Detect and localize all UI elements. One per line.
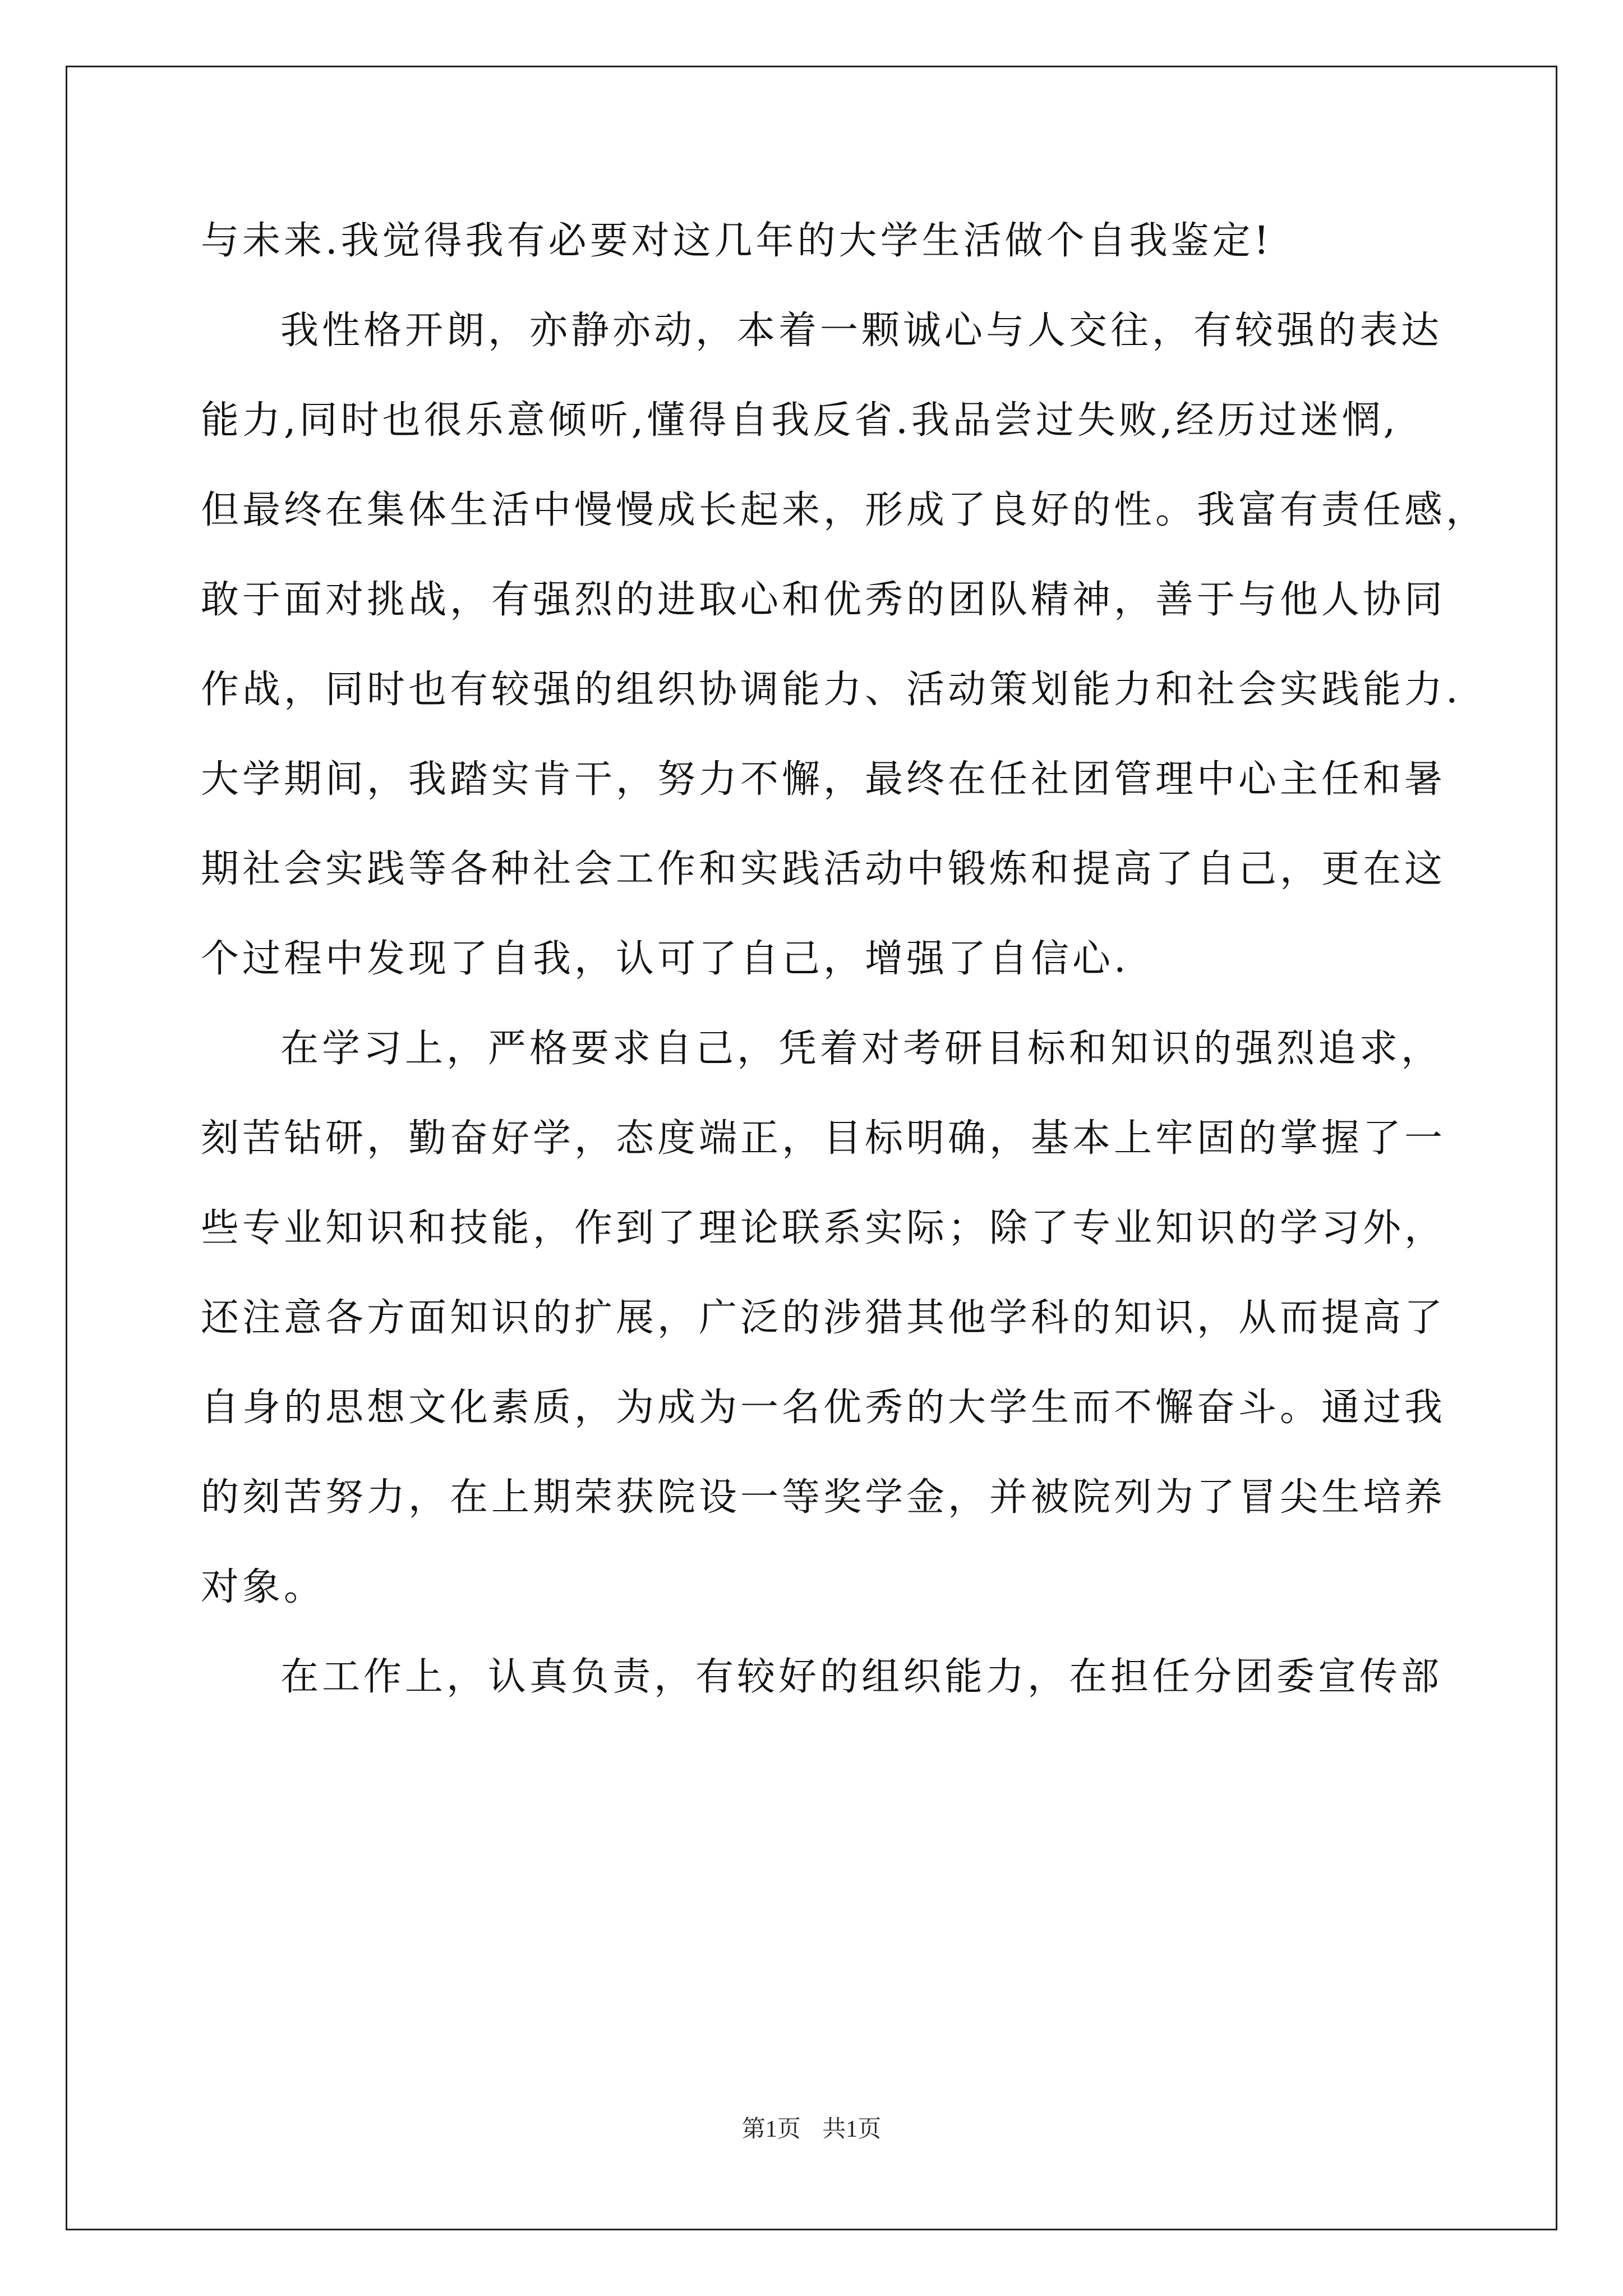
page-number-current: 第1页 xyxy=(741,2116,801,2142)
paragraph-line: 的刻苦努力，在上期荣获院设一等奖学金，并被院列为了冒尖生培养 xyxy=(201,1475,1446,1520)
paragraph-line: 个过程中发现了自我，认可了自己，增强了自信心. xyxy=(201,937,1129,981)
paragraph-line: 能力,同时也很乐意倾听,懂得自我反省.我品尝过失败,经历过迷惘, xyxy=(201,398,1399,443)
paragraph-line: 作战，同时也有较强的组织协调能力、活动策划能力和社会实践能力. xyxy=(201,668,1461,712)
paragraph-line: 我性格开朗，亦静亦动，本着一颗诚心与人交往，有较强的表达 xyxy=(280,309,1443,353)
paragraph-line: 对象。 xyxy=(201,1565,326,1609)
paragraph-line: 但最终在集体生活中慢慢成长起来，形成了良好的性。我富有责任感， xyxy=(201,488,1488,532)
paragraph-line: 刻苦钻研，勤奋好学，态度端正，目标明确，基本上牢固的掌握了一 xyxy=(201,1116,1446,1161)
paragraph-line: 在学习上，严格要求自己，凭着对考研目标和知识的强烈追求， xyxy=(280,1027,1443,1071)
paragraph-line: 期社会实践等各种社会工作和实践活动中锻炼和提高了自己，更在这 xyxy=(201,847,1446,891)
paragraph-line: 敢于面对挑战，有强烈的进取心和优秀的团队精神，善于与他人协同 xyxy=(201,578,1446,622)
paragraph-line: 些专业知识和技能，作到了理论联系实际；除了专业知识的学习外， xyxy=(201,1206,1446,1250)
paragraph-line: 在工作上，认真负责，有较好的组织能力，在担任分团委宣传部 xyxy=(280,1655,1443,1699)
page-footer xyxy=(0,2113,1623,2146)
paragraph-line: 自身的思想文化素质，为成为一名优秀的大学生而不懈奋斗。通过我 xyxy=(201,1386,1446,1430)
paragraph-line: 大学期间，我踏实肯干，努力不懈，最终在任社团管理中心主任和暑 xyxy=(201,757,1446,802)
paragraph-line: 还注意各方面知识的扩展，广泛的涉猎其他学科的知识，从而提高了 xyxy=(201,1296,1446,1340)
paragraph-line: 与未来.我觉得我有必要对这几年的大学生活做个自我鉴定! xyxy=(201,219,1272,263)
page-number-total: 共1页 xyxy=(822,2116,882,2142)
